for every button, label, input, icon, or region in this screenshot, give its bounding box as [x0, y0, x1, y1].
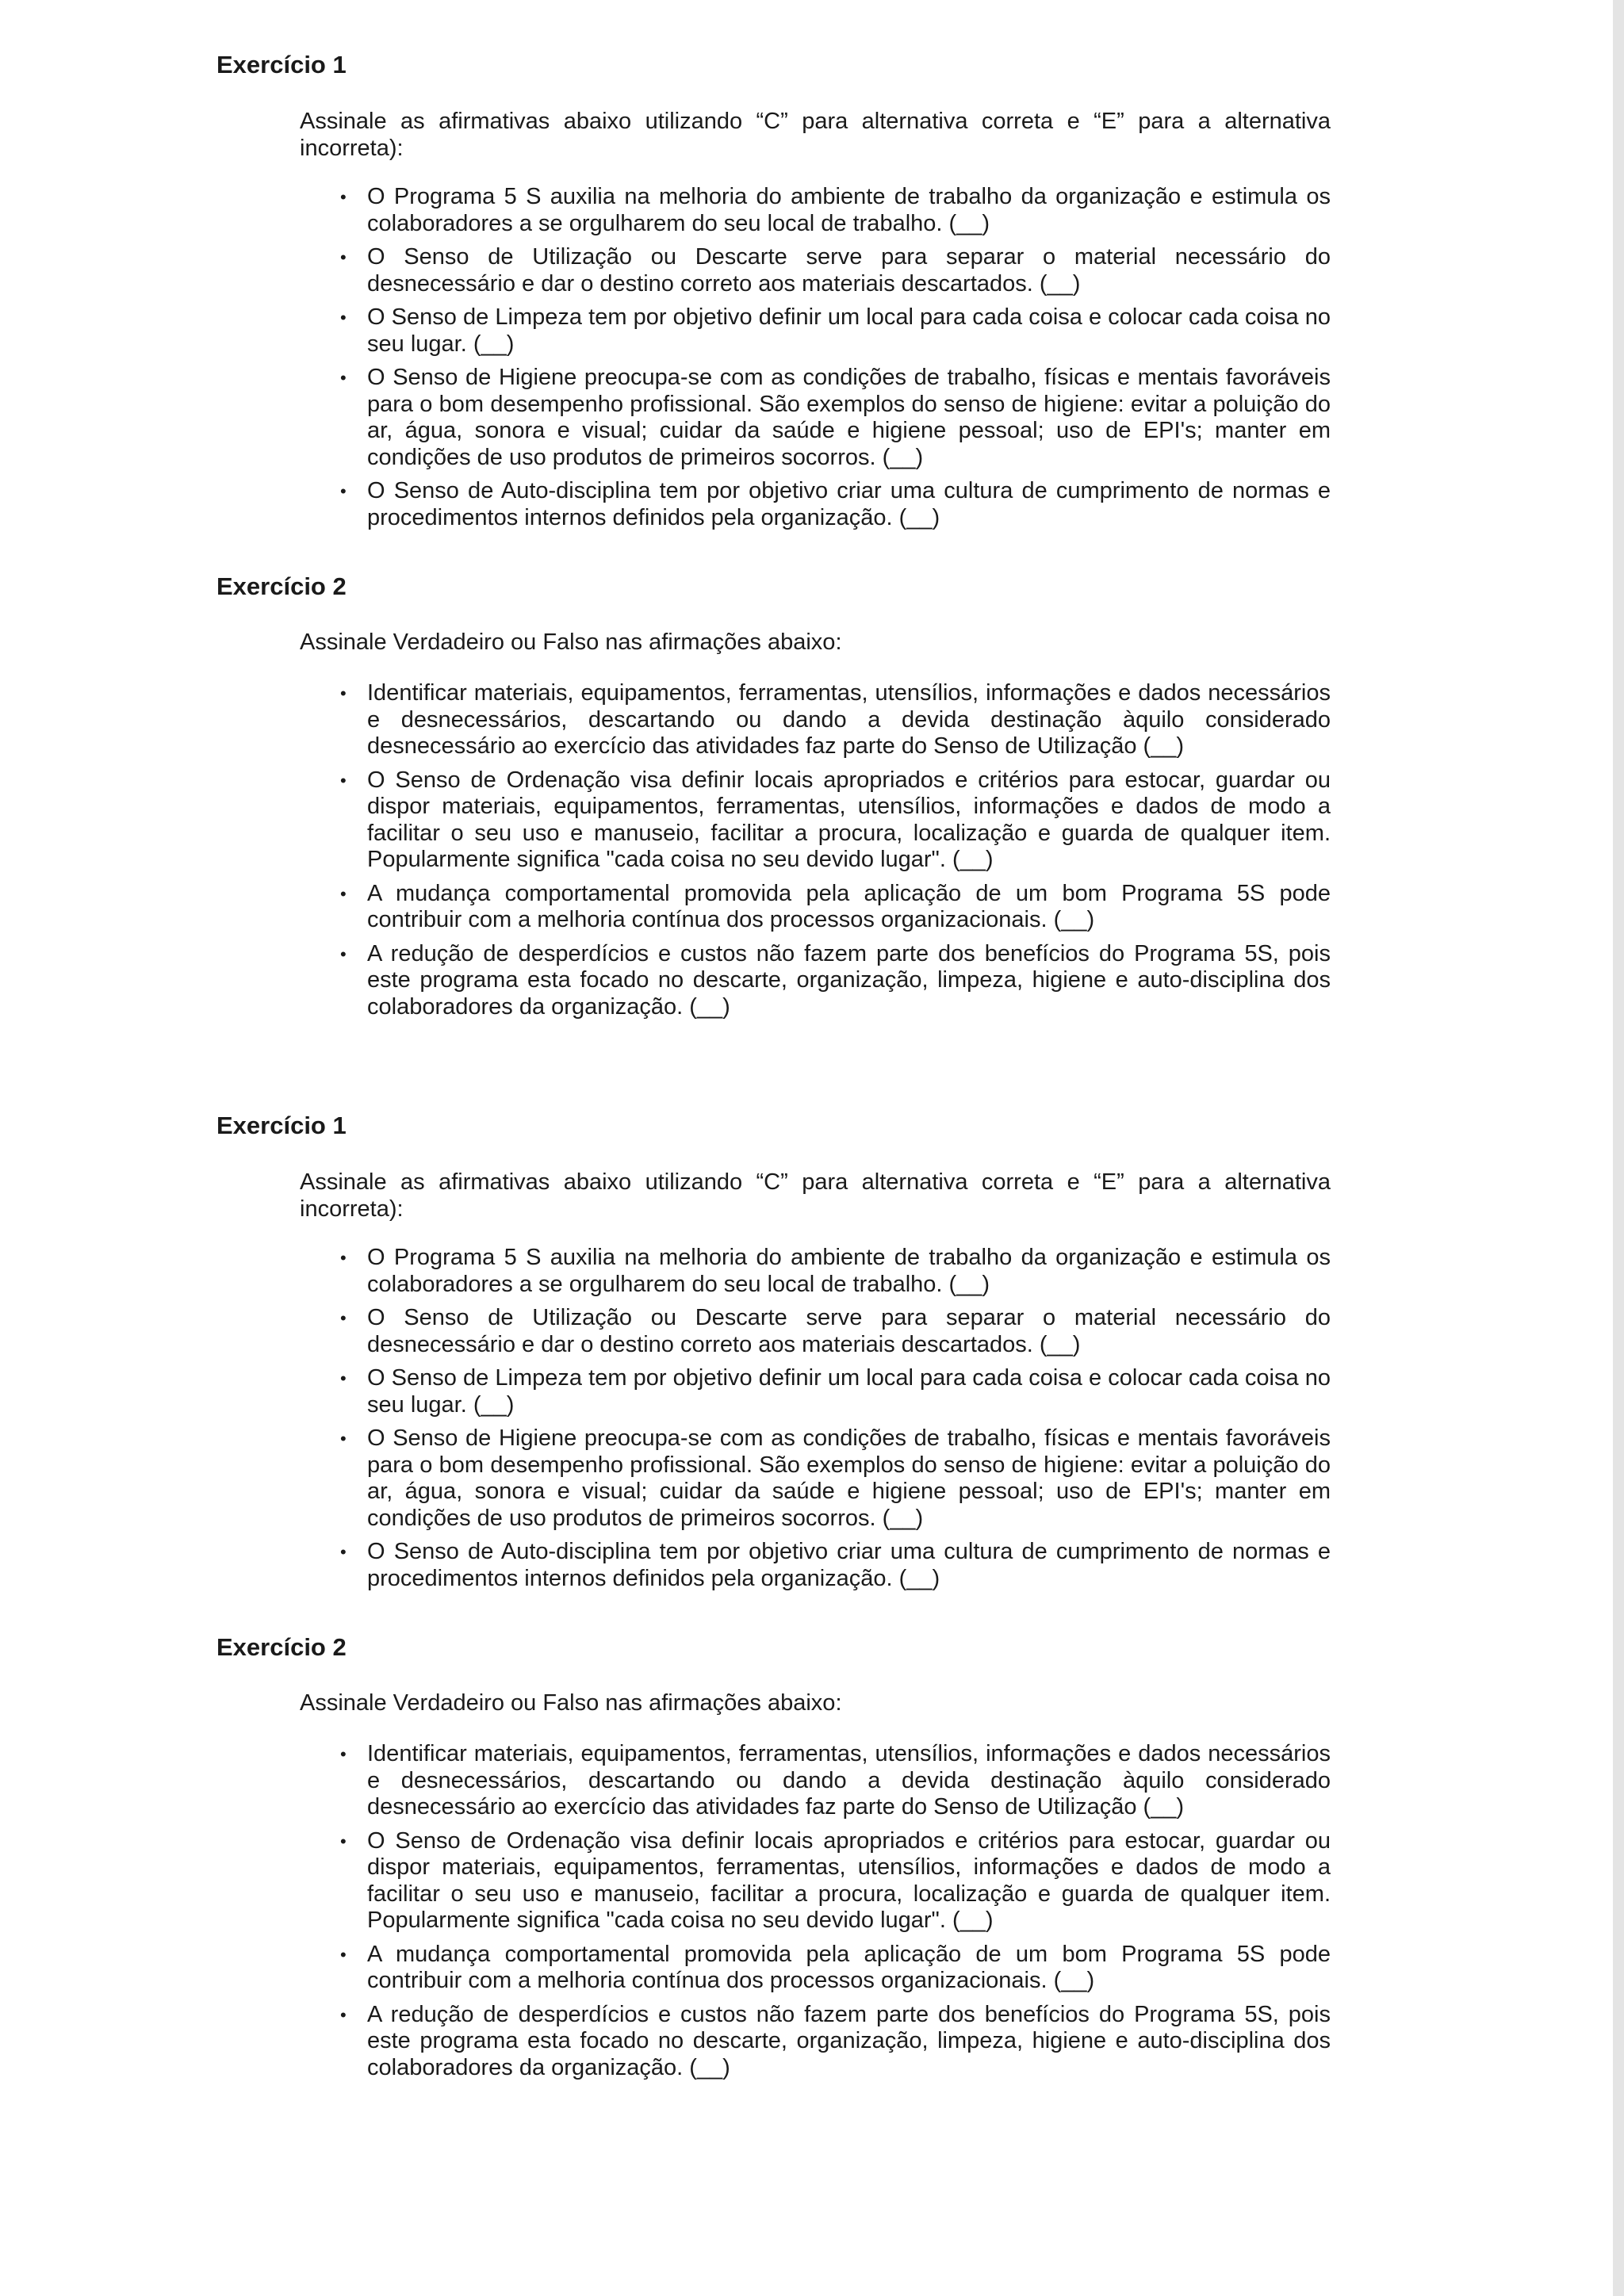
list-item [340, 1827, 1331, 1934]
page-edge-shade [1613, 0, 1624, 2296]
list-item-text: O Senso de Utilização ou Descarte serve para separar o material necessário do desnecessário e dar o destino correto aos materiais descartados. (__) [367, 244, 1331, 297]
bullet-icon: • [340, 368, 347, 388]
list-item [340, 767, 1331, 874]
list-item-text: A redução de desperdícios e custos não fazem parte dos benefícios do Programa 5S, pois este programa esta focado no descarte, organização, limpeza, higiene e auto-disciplina dos colaboradores da organização. (__) [367, 2001, 1331, 2080]
list-item [340, 940, 1331, 1021]
exercise-2-instruction: Assinale Verdadeiro ou Falso nas afirmações abaixo: [300, 629, 842, 655]
exercise-2-title: Exercício 2 [216, 1633, 347, 1661]
exercise-2-title: Exercício 2 [216, 572, 347, 600]
list-item-text: O Senso de Limpeza tem por objetivo definir um local para cada coisa e colocar cada coisa no seu lugar. (__) [367, 304, 1331, 357]
list-item [340, 365, 1331, 471]
list-item-text: O Senso de Ordenação visa definir locais apropriados e critérios para estocar, guardar ou dispor materiais, equipamentos, ferramentas, utensílios, informações e dados de modo a facilitar o seu uso e manuseio, facilitar a procura, localização e guarda de qualquer item. Popularmente significa "cada coisa no seu devido lugar". (__) [367, 1827, 1331, 1933]
bullet-icon: • [340, 883, 347, 904]
list-item-text: Identificar materiais, equipamentos, ferramentas, utensílios, informações e dados necessários e desnecessários, descartando ou dando a devida destinação àquilo considerado desnecessário ao exercício das atividades faz parte do Senso de Utilização (__) [367, 1741, 1331, 1820]
bullet-icon: • [340, 1944, 347, 1965]
list-item [340, 1425, 1331, 1532]
bullet-icon: • [340, 1744, 347, 1764]
exercise-2-list [340, 680, 1331, 1027]
bullet-icon: • [340, 1429, 347, 1448]
list-item [340, 1305, 1331, 1358]
exercise-1-instruction: Assinale as afirmativas abaixo utilizando “C” para alternativa correta e “E” para a alternativa incorreta): [300, 1169, 1331, 1222]
bullet-icon: • [340, 308, 347, 327]
list-item [340, 680, 1331, 760]
list-item [340, 184, 1331, 237]
list-item [340, 2001, 1331, 2082]
list-item-text: O Programa 5 S auxilia na melhoria do ambiente de trabalho da organização e estimula os colaboradores a se orgulharem do seu local de trabalho. (__) [367, 1245, 1331, 1297]
bullet-icon: • [340, 770, 347, 790]
exercise-1-instruction: Assinale as afirmativas abaixo utilizando “C” para alternativa correta e “E” para a alternativa incorreta): [300, 109, 1331, 161]
exercise-2-instruction: Assinale Verdadeiro ou Falso nas afirmações abaixo: [300, 1690, 842, 1716]
exercise-2-list [340, 1741, 1331, 2088]
list-item-text: O Senso de Higiene preocupa-se com as condições de trabalho, físicas e mentais favoráveis para o bom desempenho profissional. São exemplos do senso de higiene: evitar a poluição do ar, água, sonora e visual; cuidar da saúde e higiene pessoal; uso de EPI's; manter em condições de uso produtos de primeiros socorros. (__) [367, 365, 1331, 470]
bullet-icon: • [340, 1542, 347, 1562]
list-item [340, 478, 1331, 531]
bullet-icon: • [340, 1308, 347, 1328]
exercise-1-list [340, 184, 1331, 538]
list-item-text: O Programa 5 S auxilia na melhoria do ambiente de trabalho da organização e estimula os colaboradores a se orgulharem do seu local de trabalho. (__) [367, 184, 1331, 236]
list-item [340, 880, 1331, 934]
list-item-text: Identificar materiais, equipamentos, ferramentas, utensílios, informações e dados necessários e desnecessários, descartando ou dando a devida destinação àquilo considerado desnecessário ao exercício das atividades faz parte do Senso de Utilização (__) [367, 680, 1331, 759]
list-item-text: O Senso de Higiene preocupa-se com as condições de trabalho, físicas e mentais favoráveis para o bom desempenho profissional. São exemplos do senso de higiene: evitar a poluição do ar, água, sonora e visual; cuidar da saúde e higiene pessoal; uso de EPI's; manter em condições de uso produtos de primeiros socorros. (__) [367, 1425, 1331, 1531]
bullet-icon: • [340, 1248, 347, 1268]
bullet-icon: • [340, 943, 347, 964]
list-item-text: O Senso de Utilização ou Descarte serve para separar o material necessário do desnecessário e dar o destino correto aos materiais descartados. (__) [367, 1305, 1331, 1357]
list-item [340, 1365, 1331, 1418]
list-item [340, 304, 1331, 358]
list-item-text: A mudança comportamental promovida pela aplicação de um bom Programa 5S pode contribuir com a melhoria contínua dos processos organizacionais. (__) [367, 880, 1331, 932]
exercise-1-list [340, 1245, 1331, 1599]
list-item [340, 1941, 1331, 1995]
list-item [340, 1741, 1331, 1821]
list-item-text: A mudança comportamental promovida pela aplicação de um bom Programa 5S pode contribuir com a melhoria contínua dos processos organizacionais. (__) [367, 1941, 1331, 1993]
list-item-text: O Senso de Auto-disciplina tem por objetivo criar uma cultura de cumprimento de normas e procedimentos internos definidos pela organização. (__) [367, 1539, 1331, 1591]
exercise-1-title: Exercício 1 [216, 1112, 347, 1139]
list-item-text: O Senso de Auto-disciplina tem por objetivo criar uma cultura de cumprimento de normas e procedimentos internos definidos pela organização. (__) [367, 478, 1331, 530]
list-item [340, 244, 1331, 297]
list-item-text: O Senso de Ordenação visa definir locais apropriados e critérios para estocar, guardar ou dispor materiais, equipamentos, ferramentas, utensílios, informações e dados de modo a facilitar o seu uso e manuseio, facilitar a procura, localização e guarda de qualquer item. Popularmente significa "cada coisa no seu devido lugar". (__) [367, 767, 1331, 872]
list-item-text: A redução de desperdícios e custos não fazem parte dos benefícios do Programa 5S, pois este programa esta focado no descarte, organização, limpeza, higiene e auto-disciplina dos colaboradores da organização. (__) [367, 940, 1331, 1020]
list-item [340, 1539, 1331, 1592]
bullet-icon: • [340, 1368, 347, 1388]
bullet-icon: • [340, 2004, 347, 2025]
list-item-text: O Senso de Limpeza tem por objetivo definir um local para cada coisa e colocar cada coisa no seu lugar. (__) [367, 1365, 1331, 1418]
exercise-1-title: Exercício 1 [216, 51, 347, 78]
bullet-icon: • [340, 683, 347, 703]
list-item [340, 1245, 1331, 1298]
bullet-icon: • [340, 187, 347, 207]
bullet-icon: • [340, 247, 347, 267]
bullet-icon: • [340, 1831, 347, 1851]
bullet-icon: • [340, 481, 347, 501]
